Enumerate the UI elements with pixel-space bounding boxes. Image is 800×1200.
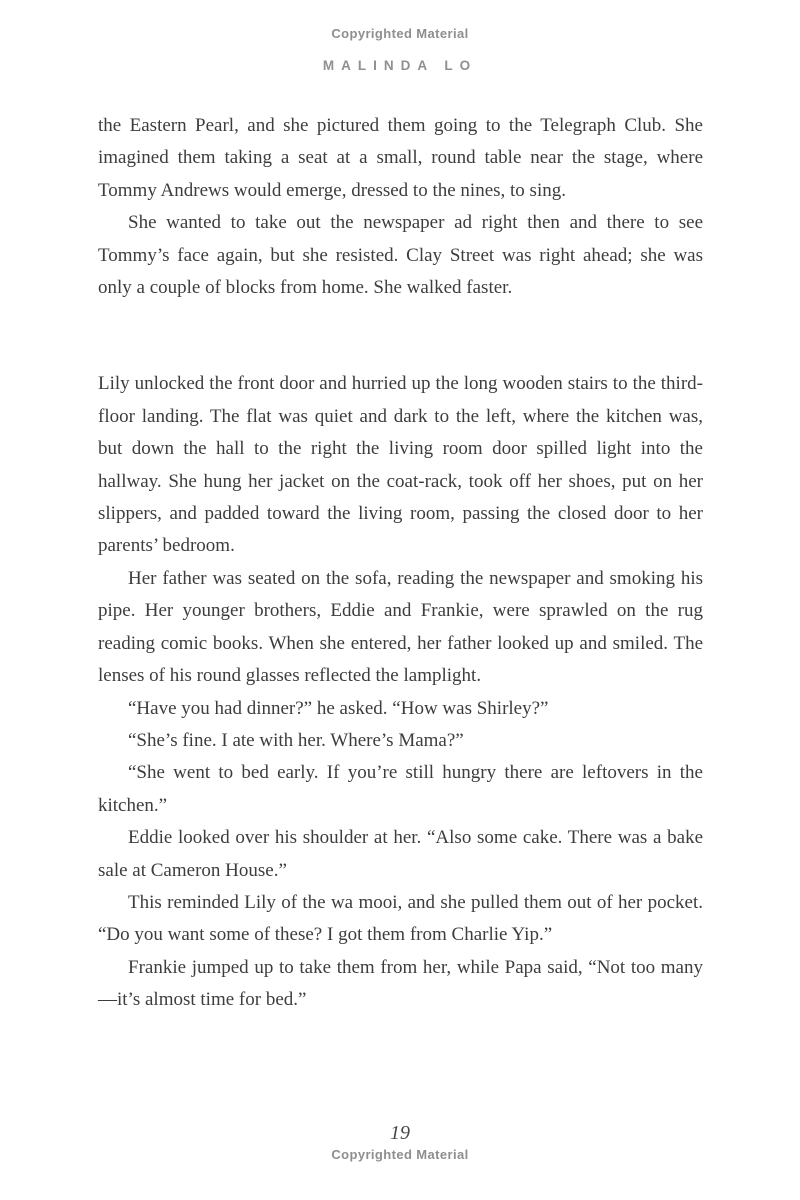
paragraph: “She’s fine. I ate with her. Where’s Mama?”: [128, 729, 464, 751]
paragraph: She wanted to take out the newspaper ad right then and there to see Tommy’s face again, but she resisted. Clay Street was right ahead; she was only a couple of blocks from home. She walked faster.: [98, 212, 703, 299]
paragraph: “Have you had dinner?” he asked. “How was Shirley?”: [128, 697, 549, 719]
paragraph: “She went to bed early. If you’re still hungry there are leftovers in the kitchen.”: [98, 762, 703, 816]
page-footer: [0, 1122, 800, 1162]
paragraph: Frankie jumped up to take them from her, while Papa said, “Not too many—it’s almost time for bed.”: [98, 956, 703, 1011]
page-body: [98, 110, 703, 1017]
paragraph: Her father was seated on the sofa, reading the newspaper and smoking his pipe. Her younger brothers, Eddie and Frankie, were sprawled on the rug reading comic books. When she entered, her father looked up and smiled. The lenses of his round glasses reflected the lamplight.: [98, 567, 703, 687]
paragraph: Eddie looked over his shoulder at her. “Also some cake. There was a bake sale at Cameron House.”: [98, 827, 703, 881]
copyright-notice-bottom: Copyrighted Material: [331, 1147, 469, 1162]
paragraph: Lily unlocked the front door and hurried up the long wooden stairs to the third-floor landing. The flat was quiet and dark to the left, where the kitchen was, but down the hall to the right the living room door spilled light into the hallway. She hung her jacket on the coat-rack, took off her shoes, put on her slippers, and padded toward the living room, passing the closed door to her parents’ bedroom.: [98, 373, 703, 557]
paragraph: This reminded Lily of the wa mooi, and she pulled them out of her pocket. “Do you want some of these? I got them from Charlie Yip.”: [98, 891, 703, 946]
author-running-head: MALINDA LO: [322, 58, 478, 73]
page-header: [0, 0, 800, 73]
copyright-notice-top: Copyrighted Material: [331, 26, 469, 41]
paragraph: the Eastern Pearl, and she pictured them going to the Telegraph Club. She imagined them taking a seat at a small, round table near the stage, where Tommy Andrews would emerge, dressed to the nines, to sing.: [98, 115, 703, 201]
page-number: 19: [390, 1122, 410, 1144]
